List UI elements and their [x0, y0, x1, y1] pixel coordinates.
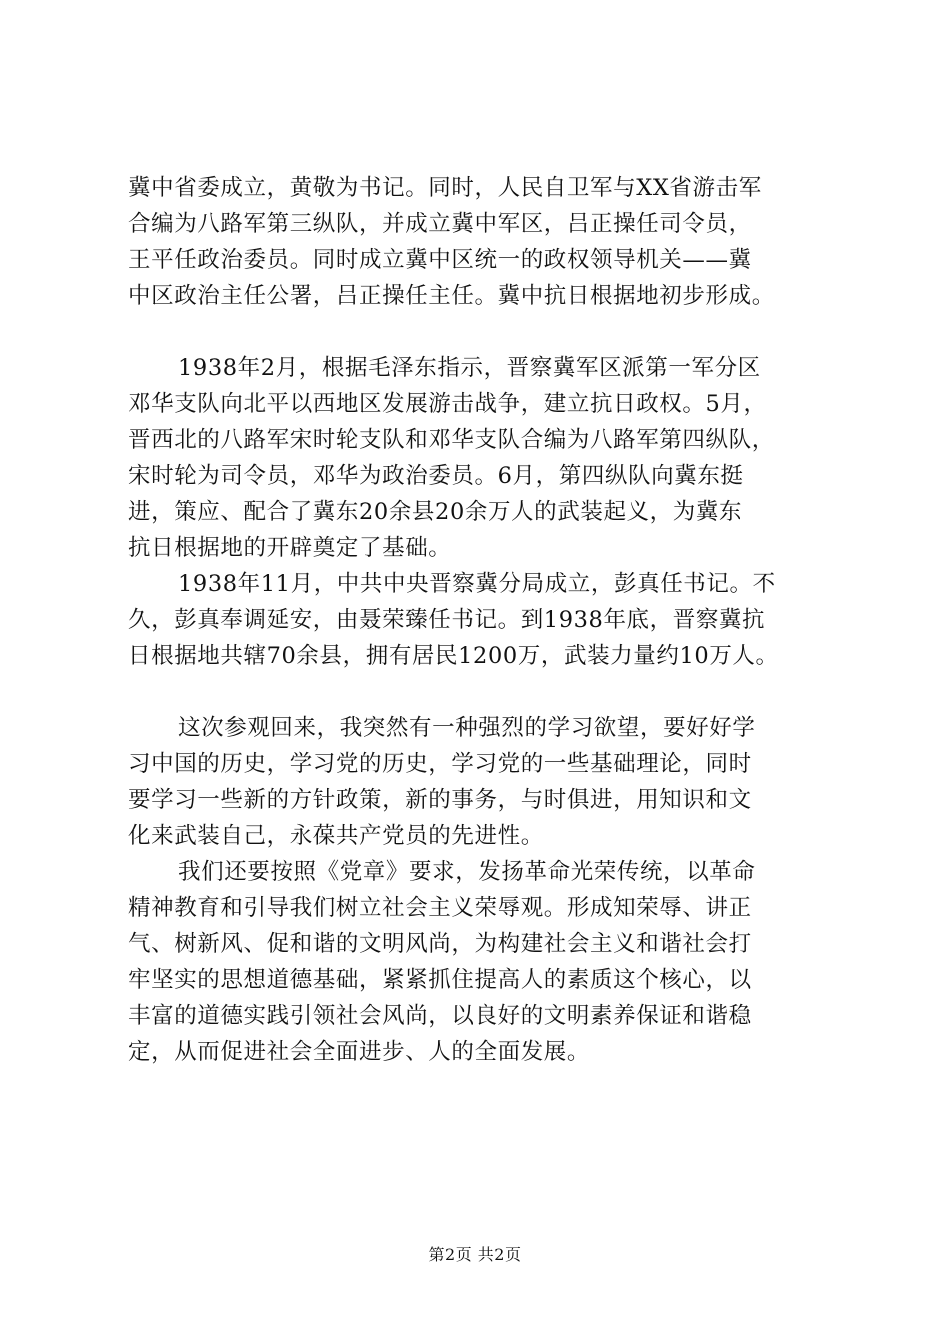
paragraph-line: 合编为八路军第三纵队，并成立冀中军区，吕正操任司令员， — [128, 211, 752, 237]
paragraph-line: 气、树新风、促和谐的文明风尚，为构建社会主义和谐社会打 — [128, 931, 752, 957]
paragraph-line: 王平任政治委员。同时成立冀中区统一的政权领导机关——冀 — [128, 247, 752, 273]
paragraph-line: 日根据地共辖70余县，拥有居民1200万，武装力量约10万人。 — [128, 643, 779, 669]
paragraph-line: 中区政治主任公署，吕正操任主任。冀中抗日根据地初步形成。 — [128, 283, 775, 309]
paragraph-2 — [128, 350, 868, 566]
paragraph-line: 我们还要按照《党章》要求，发扬革命光荣传统，以革命 — [178, 859, 756, 885]
paragraph-5 — [128, 854, 868, 1070]
paragraph-4 — [128, 710, 868, 854]
paragraph-gap — [128, 674, 868, 710]
paragraph-1 — [128, 170, 868, 314]
document-body — [128, 170, 868, 1070]
paragraph-line: 牢坚实的思想道德基础，紧紧抓住提高人的素质这个核心，以 — [128, 967, 752, 993]
paragraph-line: 冀中省委成立，黄敬为书记。同时，人民自卫军与XX省游击军 — [128, 175, 762, 201]
paragraph-line: 习中国的历史，学习党的历史，学习党的一些基础理论，同时 — [128, 751, 752, 777]
paragraph-gap — [128, 314, 868, 350]
paragraph-line: 进，策应、配合了冀东20余县20余万人的武装起义，为冀东 — [128, 499, 743, 525]
paragraph-3 — [128, 566, 868, 674]
paragraph-line: 定，从而促进社会全面进步、人的全面发展。 — [128, 1039, 591, 1065]
paragraph-line: 1938年11月，中共中央晋察冀分局成立，彭真任书记。不 — [178, 571, 776, 597]
page-number-footer: 第2页 共2页 — [428, 1245, 522, 1264]
paragraph-line: 丰富的道德实践引领社会风尚，以良好的文明素养保证和谐稳 — [128, 1003, 752, 1029]
paragraph-line: 邓华支队向北平以西地区发展游击战争，建立抗日政权。5月， — [128, 391, 767, 417]
paragraph-line: 化来武装自己，永葆共产党员的先进性。 — [128, 823, 544, 849]
paragraph-line: 宋时轮为司令员，邓华为政治委员。6月，第四纵队向冀东挺 — [128, 463, 744, 489]
paragraph-line: 晋西北的八路军宋时轮支队和邓华支队合编为八路军第四纵队， — [128, 427, 775, 453]
paragraph-line: 1938年2月，根据毛泽东指示，晋察冀军区派第一军分区 — [178, 355, 761, 381]
paragraph-line: 抗日根据地的开辟奠定了基础。 — [128, 535, 452, 561]
paragraph-line: 要学习一些新的方针政策，新的事务，与时俱进，用知识和文 — [128, 787, 752, 813]
paragraph-line: 精神教育和引导我们树立社会主义荣辱观。形成知荣辱、讲正 — [128, 895, 752, 921]
paragraph-line: 久，彭真奉调延安，由聂荣臻任书记。到1938年底，晋察冀抗 — [128, 607, 766, 633]
paragraph-line: 这次参观回来，我突然有一种强烈的学习欲望，要好好学 — [178, 715, 756, 741]
